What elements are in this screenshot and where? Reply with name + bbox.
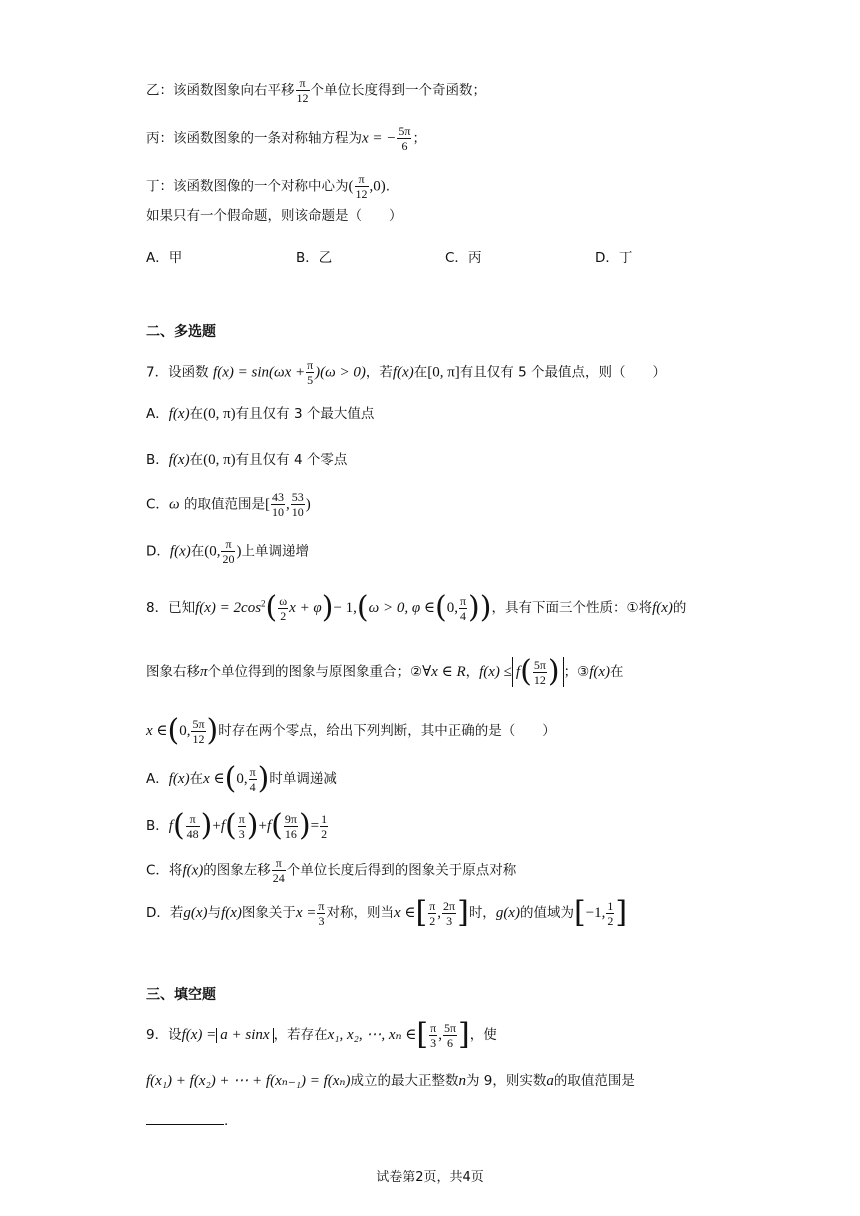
fraction: $\frac{\pi}{12}$ <box>296 76 309 105</box>
fraction: $\frac{5\pi}{12}$ <box>533 657 546 687</box>
q6-statement-bing: 丙：该函数图象的一条对称轴方程为x = − $\frac{5\pi}{6}$ ； <box>146 124 426 153</box>
fraction: $\frac{53}{10}$ <box>291 490 304 519</box>
fraction: $\frac{1}{2}$ <box>321 811 328 841</box>
q9-answer-line[interactable]: . <box>146 1114 228 1129</box>
q8-option-b[interactable]: B．f( $\frac{\pi}{48}$ )+f( $\frac{\pi}{3}$ )+f( $\frac{9\pi}{16}$ )= $\frac{1}{2}$ <box>146 808 328 843</box>
q7-stem: 7．设函数 f(x) = sin(ωx + $\frac{\pi}{5}$ )(ω > 0)，若f(x)在[0, π]有且仅有 5 个最值点，则（ ） <box>146 358 666 387</box>
q8-option-a[interactable]: A．f(x)在x ∈(0, $\frac{\pi}{4}$ )时单调递减 <box>146 761 337 796</box>
q7-option-c[interactable]: C．ω 的取值范围是[ $\frac{43}{10}$ , $\frac{53}{10}$ ) <box>146 490 311 519</box>
q8-option-d[interactable]: D．若g(x)与f(x)图象关于x = $\frac{\pi}{3}$ 对称，则当x ∈[ $\frac{\pi}{2}$ , $\frac{2\pi}{3}$ ]时，g(x)的值域为[−1, $\frac{1}{2}$ ] <box>146 895 628 930</box>
fraction: $\frac{\omega}{2}$ <box>279 593 288 623</box>
q9-stem-line2: f(x₁) + f(x₂) + ⋯ + f(xₙ₋₁) = f(xₙ)成立的最大正整数n为 9，则实数a的取值范围是 <box>146 1073 635 1089</box>
q8-stem-line1: 8．已知$f(x) = 2\cos^2$( $\frac{\omega}{2}$ x + φ)− 1,(ω > 0, φ ∈(0, $\frac{\pi}{4}$ ))，具有下面三个性质：①将f(x)的 <box>146 590 687 625</box>
q6-option-b[interactable]: B．乙 <box>296 250 333 266</box>
fraction: $\frac{\pi}{2}$ <box>429 898 436 928</box>
q6-option-a[interactable]: A．甲 <box>146 250 183 266</box>
fraction: $\frac{\pi}{3}$ <box>318 898 325 928</box>
fraction: $\frac{\pi}{12}$ <box>355 172 368 201</box>
section-title-multiple-choice: 二、多选题 <box>146 324 216 340</box>
fraction: $\frac{2\pi}{3}$ <box>443 898 456 928</box>
section-title-fill-in: 三、填空题 <box>146 987 216 1003</box>
fraction: $\frac{\pi}{3}$ <box>238 811 245 841</box>
fraction: $\frac{\pi}{5}$ <box>307 358 314 387</box>
fraction: $\frac{1}{2}$ <box>607 898 614 928</box>
fraction: $\frac{\pi}{20}$ <box>222 537 235 566</box>
q8-option-c[interactable]: C．将f(x)的图象左移 $\frac{\pi}{24}$ 个单位长度后得到的图象关于原点对称 <box>146 856 517 885</box>
q7-option-a[interactable]: A．f(x)在(0, π)有且仅有 3 个最大值点 <box>146 406 375 422</box>
q6-statement-ding: 丁：该函数图像的一个对称中心为( $\frac{\pi}{12}$ ,0). <box>146 172 391 201</box>
q6-statement-yi: 乙：该函数图象向右平移 $\frac{\pi}{12}$ 个单位长度得到一个奇函数； <box>146 76 486 105</box>
q6-question: 如果只有一个假命题，则该命题是（ ） <box>146 208 403 224</box>
q9-stem-line1: 9．设f(x) = a + sinx ，若存在x₁, x₂, ⋯, xₙ ∈[ $\frac{\pi}{3}$ , $\frac{5\pi}{6}$ ]，使 <box>146 1017 497 1052</box>
q7-option-d[interactable]: D．f(x)在(0, $\frac{\pi}{20}$ )上单调递增 <box>146 537 309 566</box>
fraction: $\frac{\pi}{24}$ <box>272 856 285 885</box>
fraction: $\frac{5\pi}{6}$ <box>443 1020 457 1050</box>
fraction: $\frac{\pi}{4}$ <box>249 764 256 794</box>
q8-stem-line3: x ∈(0, $\frac{5\pi}{12}$ )时存在两个零点，给出下列判断，其中正确的是（ ） <box>146 713 556 748</box>
fraction: $\frac{5\pi}{6}$ <box>398 124 411 153</box>
fraction: $\frac{\pi}{48}$ <box>186 811 199 841</box>
q8-stem-line2: 图象右移π个单位得到的图象与原图象重合；②∀x ∈ R，f(x) ≤ f( $\frac{5\pi}{12}$ ) ；③f(x)在 <box>146 654 624 689</box>
fraction: $\frac{43}{10}$ <box>271 490 284 519</box>
q6-option-c[interactable]: C．丙 <box>445 250 482 266</box>
q6-option-d[interactable]: D．丁 <box>595 250 633 266</box>
fraction: $\frac{9\pi}{16}$ <box>284 811 297 841</box>
fraction: $\frac{5\pi}{12}$ <box>192 716 205 746</box>
page-footer: 试卷第2页，共4页 <box>376 1170 484 1185</box>
q7-option-b[interactable]: B．f(x)在(0, π)有且仅有 4 个零点 <box>146 452 348 468</box>
fraction: $\frac{\pi}{4}$ <box>459 593 467 623</box>
fraction: $\frac{\pi}{3}$ <box>430 1020 437 1050</box>
answer-blank[interactable] <box>146 1124 224 1125</box>
